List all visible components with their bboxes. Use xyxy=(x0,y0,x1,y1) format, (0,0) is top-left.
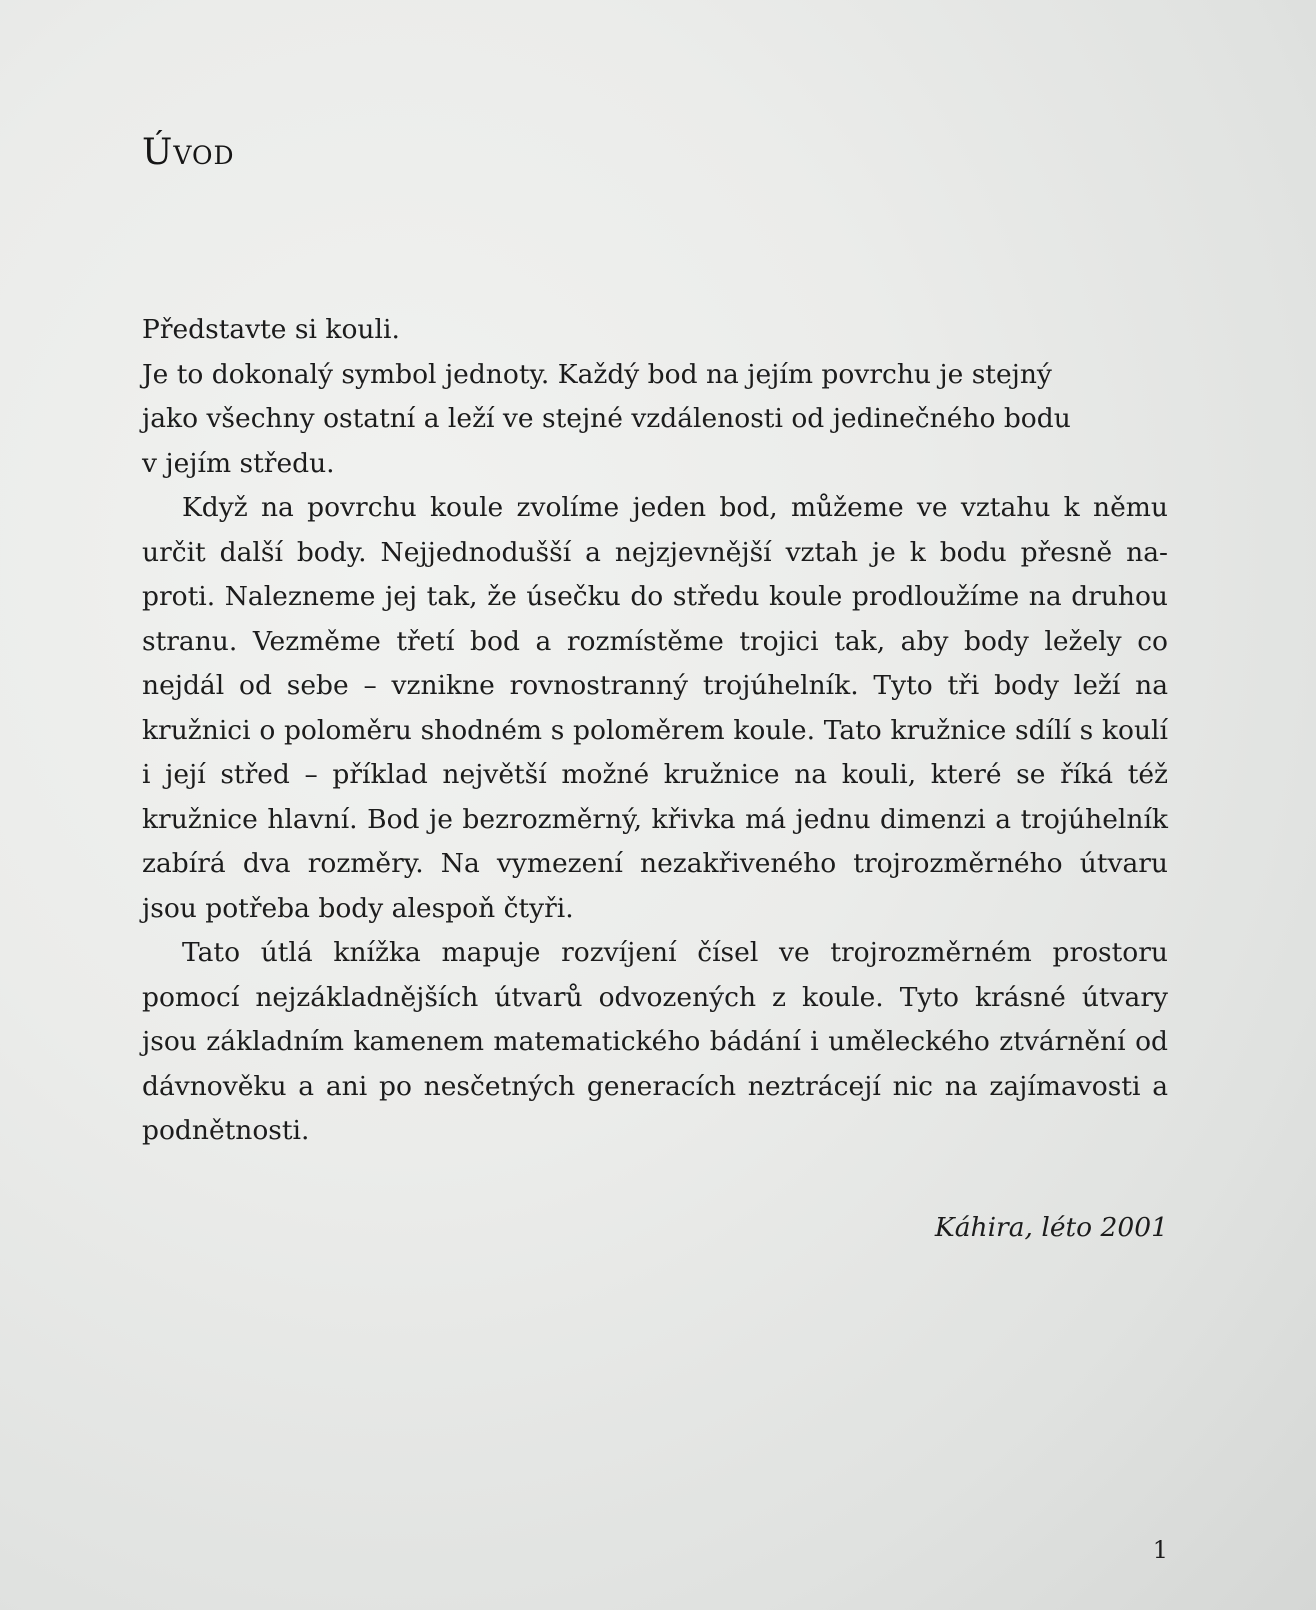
paragraph-book-summary: Tato útlá knížka mapuje rozvíjení čísel ve trojrozměrném prostoru pomocí nejzákladnějších útvarů odvozených z koule. Tyto krásné útvary jsou základním kamenem matematického bádání i uměleckého ztvárnění od dávnověku a ani po nesčetných generacích neztrácejí nic na zajímavosti a podnětnosti. xyxy=(142,937,1168,1146)
body-text xyxy=(142,308,1168,1154)
chapter-heading: Úvod xyxy=(142,132,235,173)
intro-paragraph xyxy=(142,308,1168,486)
intro-line: Představte si kouli. xyxy=(142,314,400,345)
place-date-signature: Káhira, léto 2001 xyxy=(934,1212,1168,1243)
intro-line: jako všechny ostatní a leží ve stejné vzdálenosti od jedinečného bodu xyxy=(142,403,1071,434)
intro-line: v jejím středu. xyxy=(142,447,335,479)
page-number: 1 xyxy=(1152,1536,1168,1564)
intro-line: Je to dokonalý symbol jednoty. Každý bod na jejím povrchu je stejný xyxy=(142,358,1052,390)
paragraph-points: Když na povrchu koule zvolíme jeden bod, můžeme ve vztahu k němu určit další body. Nejjednodušší a nejzjevnější vztah je k bodu přesně naproti. Nalezneme jej tak, že úsečku do středu koule prodloužíme na druhou stranu. Vezměme třetí bod a rozmístěme trojici tak, aby body ležely co nejdál od sebe – vznikne rovnostranný trojúhelník. Tyto tři body leží na kružnici o poloměru shodném s poloměrem koule. Tato kružnice sdílí s koulí i její střed – příklad největší možné kružnice na kouli, které se říká též kružnice hlavní. Bod je bezrozměrný, křivka má jednu dimenzi a trojúhelník zabírá dva rozměry. Na vymezení nezakřiveného trojrozměrného útvaru jsou potřeba body alespoň čtyři. xyxy=(142,492,1168,924)
